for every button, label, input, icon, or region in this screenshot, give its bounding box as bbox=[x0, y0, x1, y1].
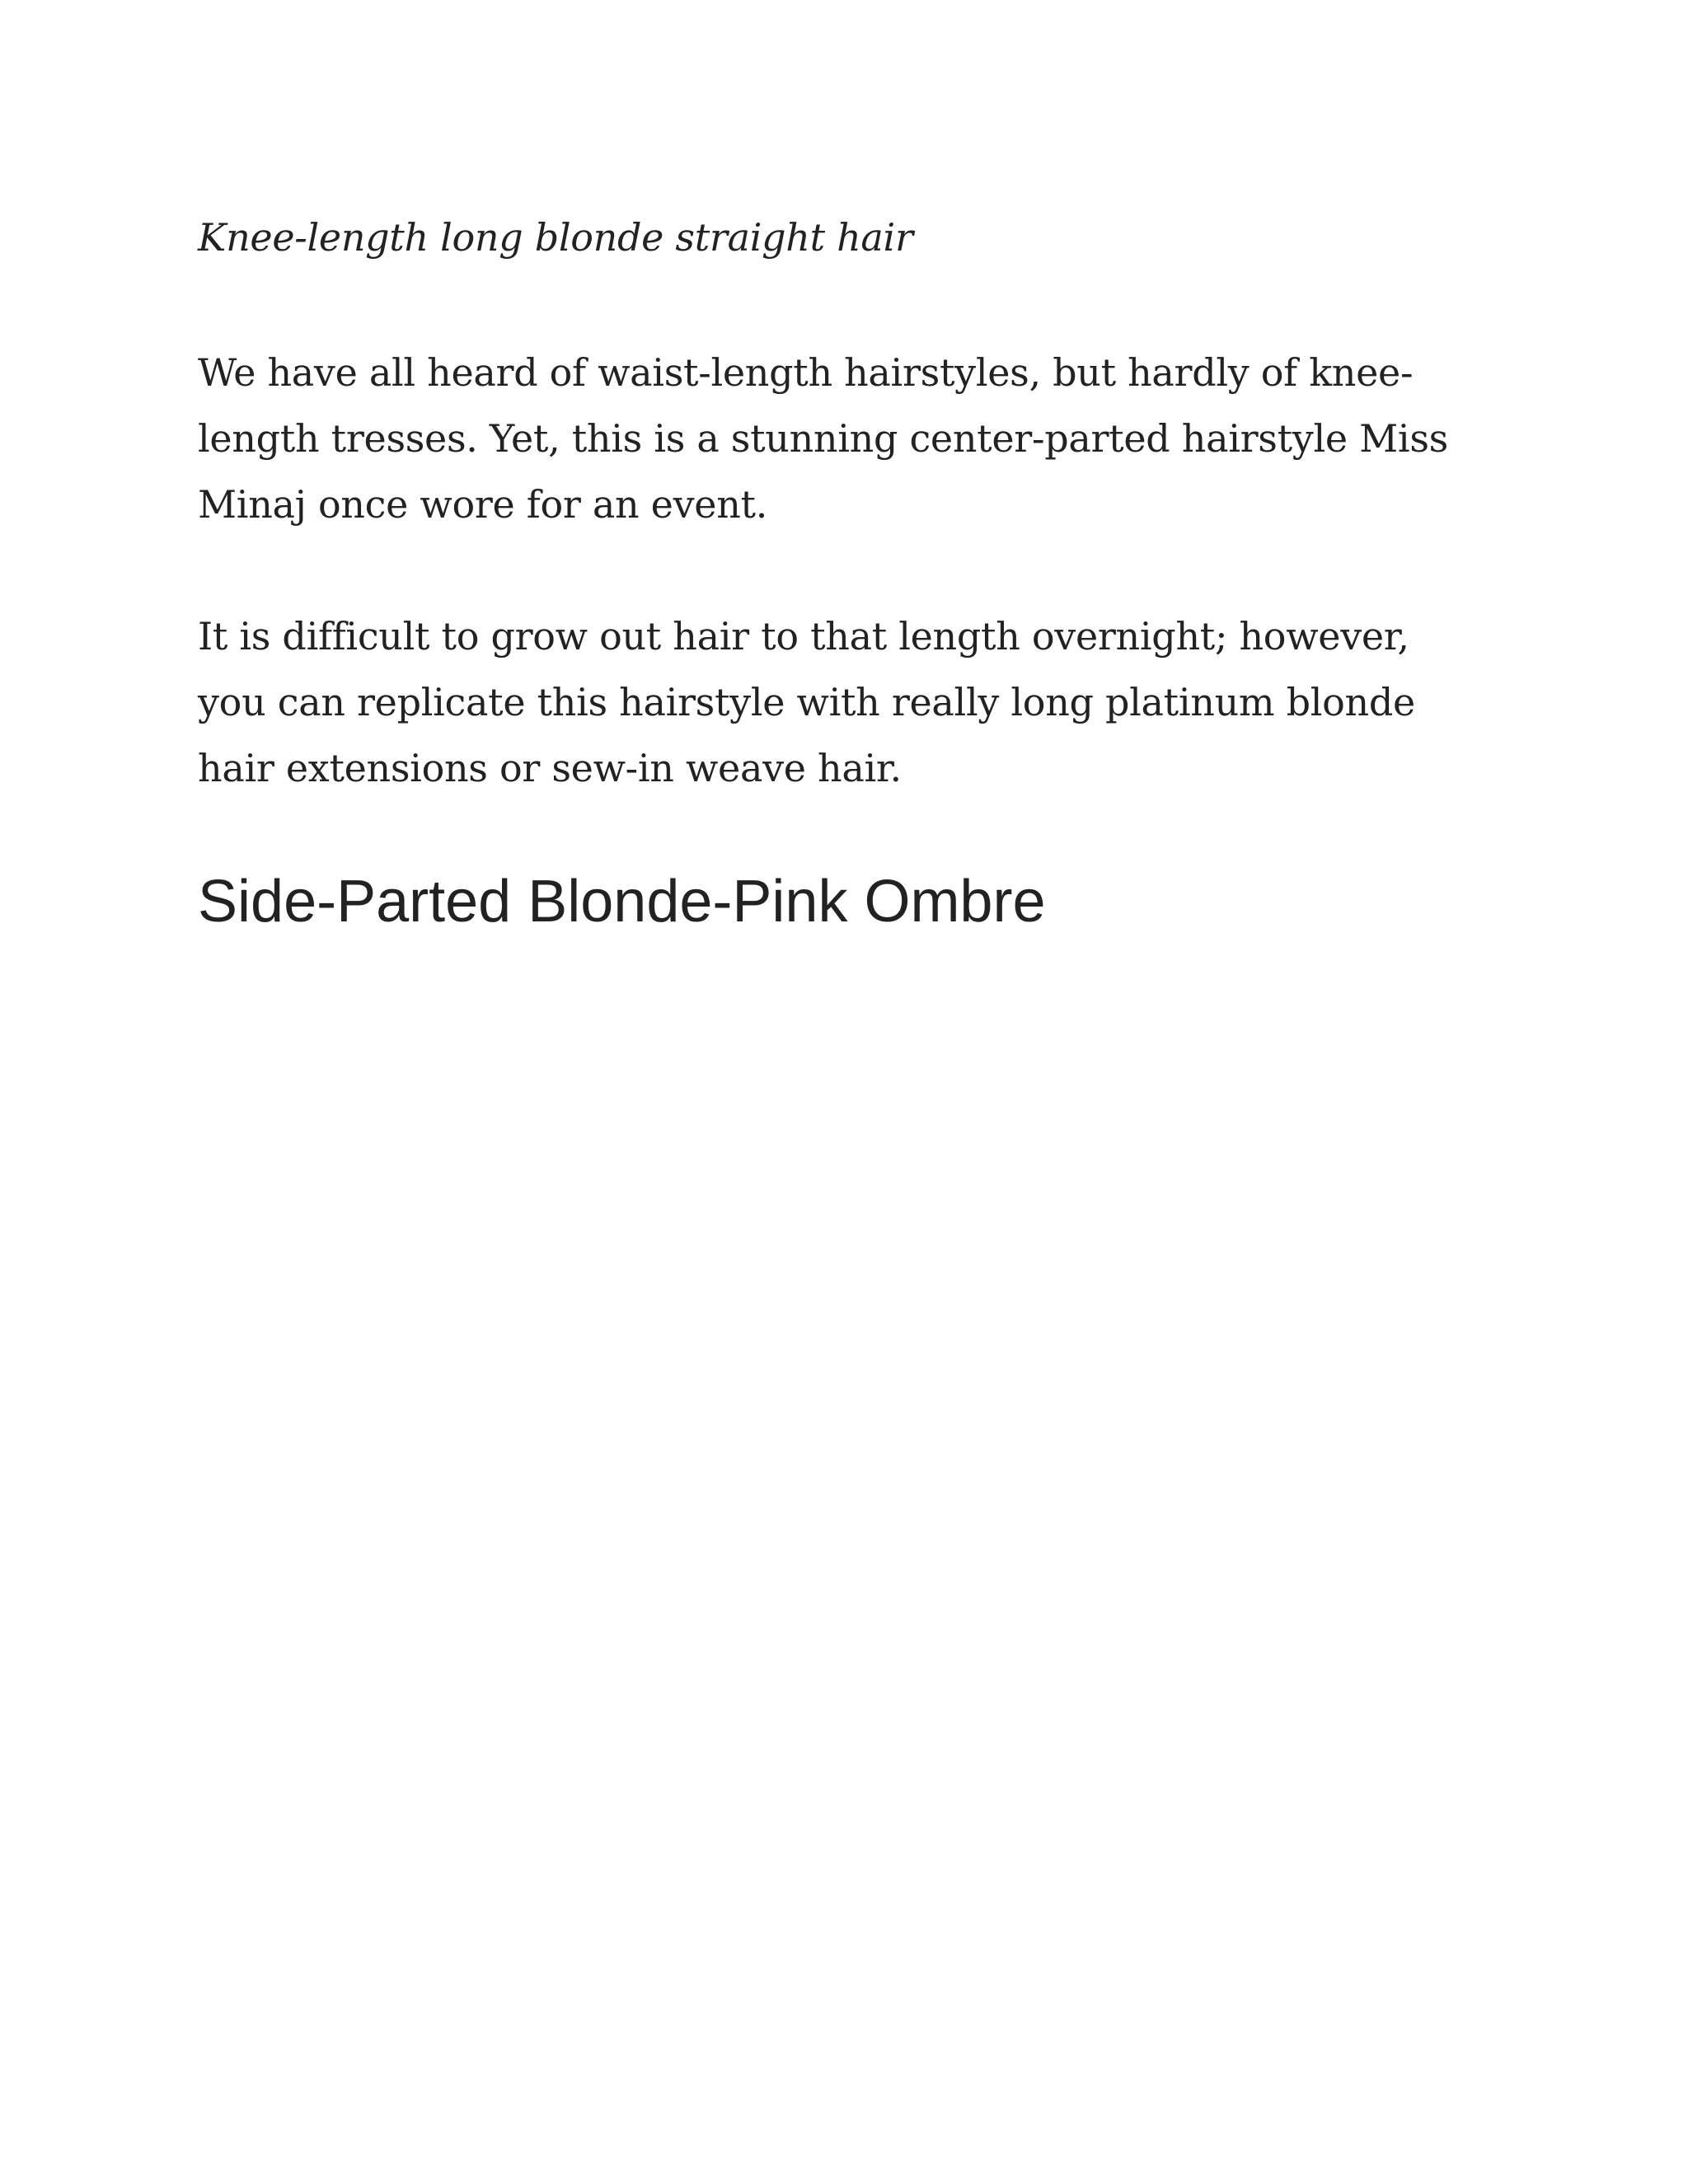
paragraph-replicate: It is difficult to grow out hair to that length overnight; however, you can replicate this hairstyle with really long platinum blonde hair extensions or sew-in weave hair. bbox=[198, 614, 1415, 790]
paragraph-knee-length: We have all heard of waist-length hairstyles, but hardly of knee-length tresses. Yet, this is a stunning center-parted hairstyle Miss Minaj once wore for an event. bbox=[198, 350, 1448, 527]
image-caption: Knee-length long blonde straight hair bbox=[198, 215, 913, 260]
section-heading: Side-Parted Blonde-Pink Ombre bbox=[198, 869, 1046, 935]
article-body bbox=[198, 213, 1484, 936]
